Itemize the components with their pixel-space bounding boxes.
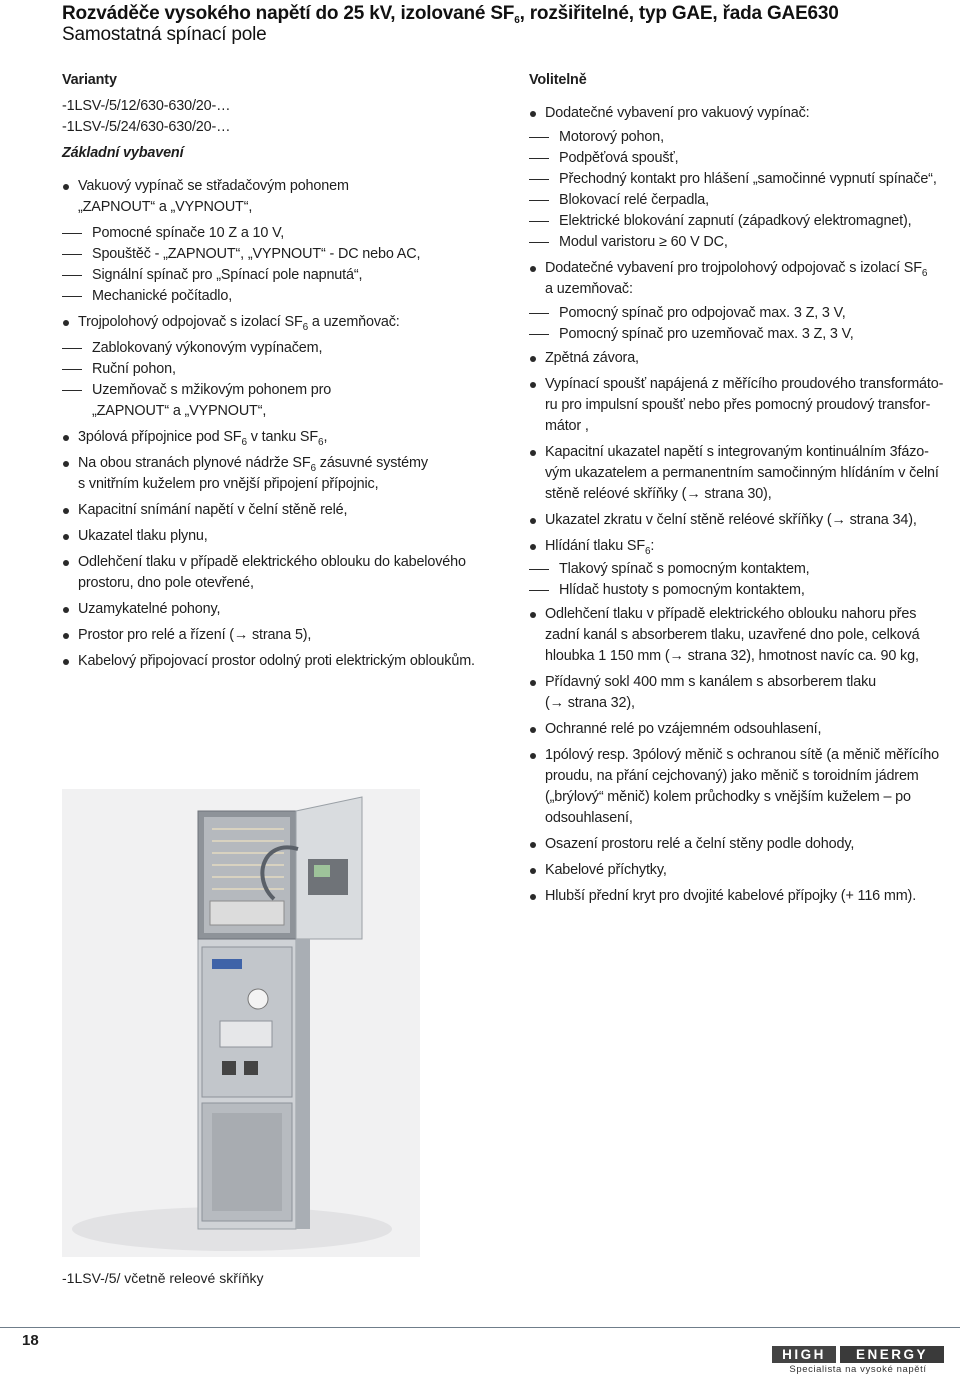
- switchgear-illustration: [62, 789, 420, 1257]
- list-item: Hlubší přední kryt pro dvojité kabelové přípojky (+ 116 mm).: [529, 886, 954, 907]
- dash-icon: [529, 158, 549, 159]
- dash-icon: [529, 221, 549, 222]
- footer-divider: [0, 1327, 960, 1328]
- dash-icon: [529, 590, 549, 591]
- switchgear-photo: [62, 789, 420, 1257]
- bullet-icon: [63, 633, 69, 639]
- bullet-icon: [530, 382, 536, 388]
- bullet-icon: [530, 450, 536, 456]
- dash-icon: [62, 233, 82, 234]
- dash-icon: [529, 200, 549, 201]
- list-item: Kapacitní snímání napětí v čelní stěně relé,: [62, 500, 492, 521]
- bullet-icon: [530, 727, 536, 733]
- dash-icon: [529, 179, 549, 180]
- volitelne-heading: Volitelně: [529, 72, 587, 88]
- zakladni-heading: Základní vybavení: [62, 145, 184, 161]
- sub-item: Tlakový spínač s pomocným kontaktem,: [529, 559, 954, 580]
- dash-icon: [62, 369, 82, 370]
- dash-icon: [62, 254, 82, 255]
- dash-icon: [62, 348, 82, 349]
- sub-item: Zablokovaný výkonovým vypínačem,: [62, 338, 492, 359]
- list-item: Odlehčení tlaku v případě elektrického oblouku nahoru přes zadní kanál s absorberem tlaku, uzavřené dno pole, celková hloubka 1 150 mm (→ strana 32), hmotnost navíc ca. 90 kg,: [529, 604, 954, 667]
- sub-item: Modul varistoru ≥ 60 V DC,: [529, 232, 954, 253]
- logo-energy: ENERGY: [840, 1346, 944, 1363]
- logo-tagline: Specialista na vysoké napětí: [789, 1364, 927, 1375]
- bullet-icon: [63, 508, 69, 514]
- bullet-icon: [63, 184, 69, 190]
- high-energy-logo: [772, 1346, 944, 1376]
- sub-item: Blokovací relé čerpadla,: [529, 190, 954, 211]
- bullet-icon: [530, 356, 536, 362]
- list-item: Hlídání tlaku $SF_6$:: [529, 536, 954, 557]
- list-item: Ukazatel zkratu v čelní stěně reléové skříňky (→ strana 34),: [529, 510, 954, 531]
- bullet-icon: [530, 894, 536, 900]
- dash-icon: [529, 242, 549, 243]
- dash-icon: [529, 334, 549, 335]
- logo-high: HIGH: [772, 1346, 836, 1363]
- bullet-icon: [530, 111, 536, 117]
- sub-item: Signální spínač pro „Spínací pole napnutá“,: [62, 265, 492, 286]
- list-item: Dodatečné vybavení pro vakuový vypínač:: [529, 103, 954, 124]
- bullet-icon: [530, 544, 536, 550]
- bullet-icon: [530, 680, 536, 686]
- list-item: 1pólový resp. 3pólový měnič s ochranou sítě (a měnič měřícího proudu, na přání cejchovaný) jako měnič s toroidním jádrem („brýlový“ měnič) kolem průchodky s vnějším kuželem – po odsouhlasení,: [529, 745, 954, 829]
- bullet-icon: [530, 266, 536, 272]
- sub-item: Podpěťová spoušť,: [529, 148, 954, 169]
- list-item: Vakuový vypínač se střadačovým pohonem „ZAPNOUT“ a „VYPNOUT“,: [62, 176, 492, 218]
- sub-item: Ruční pohon,: [62, 359, 492, 380]
- sub-item: Pomocný spínač pro uzemňovač max. 3 Z, 3 V,: [529, 324, 954, 345]
- dash-icon: [529, 137, 549, 138]
- list-item: Na obou stranách plynové nádrže $SF_6$ zásuvné systémy s vnitřním kuželem pro vnější připojení přípojnic,: [62, 453, 492, 495]
- sub-item: Pomocné spínače 10 Z a 10 V,: [62, 223, 492, 244]
- figure-caption: -1LSV-/5/ včetně releové skříňky: [62, 1270, 264, 1286]
- list-item: Kabelové příchytky,: [529, 860, 954, 881]
- list-item: Kapacitní ukazatel napětí s integrovaným kontinuálním 3fázo- vým ukazatelem a permanentním samočinným hlídáním v čelní stěně reléové skříňky (→ strana 30),: [529, 442, 954, 505]
- bullet-icon: [530, 753, 536, 759]
- dash-icon: [62, 275, 82, 276]
- bullet-icon: [63, 534, 69, 540]
- list-item: Ukazatel tlaku plynu,: [62, 526, 492, 547]
- list-item: Ochranné relé po vzájemném odsouhlasení,: [529, 719, 954, 740]
- bullet-icon: [63, 560, 69, 566]
- list-item: Kabelový připojovací prostor odolný proti elektrickým obloukům.: [62, 651, 492, 672]
- variant-item: -1LSV-/5/12/630-630/20-…: [62, 98, 231, 114]
- list-item: Zpětná závora,: [529, 348, 954, 369]
- sub-item: Spouštěč - „ZAPNOUT“, „VYPNOUT“ - DC nebo AC,: [62, 244, 492, 265]
- list-item: Přídavný sokl 400 mm s kanálem s absorberem tlaku (→ strana 32),: [529, 672, 954, 714]
- bullet-icon: [530, 612, 536, 618]
- list-item: Osazení prostoru relé a čelní stěny podle dohody,: [529, 834, 954, 855]
- left-column: [62, 70, 492, 677]
- bullet-icon: [530, 868, 536, 874]
- sub-item: Přechodný kontakt pro hlášení „samočinné vypnutí spínače“,: [529, 169, 954, 190]
- list-item: Uzamykatelné pohony,: [62, 599, 492, 620]
- variant-item: -1LSV-/5/24/630-630/20-…: [62, 119, 231, 135]
- dash-icon: [62, 296, 82, 297]
- dash-icon: [529, 313, 549, 314]
- list-item: Prostor pro relé a řízení (→ strana 5),: [62, 625, 492, 646]
- bullet-icon: [63, 659, 69, 665]
- sub-item: Motorový pohon,: [529, 127, 954, 148]
- sub-item: Uzemňovač s mžikovým pohonem pro: [62, 380, 492, 401]
- list-item: Odlehčení tlaku v případě elektrického oblouku do kabelového prostoru, dno pole otevřené,: [62, 552, 492, 594]
- bullet-icon: [63, 320, 69, 326]
- list-item: Vypínací spoušť napájená z měřícího proudového transformáto- ru pro impulsní spoušť nebo přes pomocný proudový transfor- mátor ,: [529, 374, 954, 437]
- right-column: [529, 70, 954, 912]
- page-title: Rozváděče vysokého napětí do 25 kV, izolované $SF_6$, rozšiřitelné, typ GAE, řada GAE630: [62, 3, 839, 26]
- dash-icon: [529, 569, 549, 570]
- bullet-icon: [63, 607, 69, 613]
- dash-icon: [62, 390, 82, 391]
- page-number: 18: [22, 1332, 39, 1349]
- sub-item: Elektrické blokování zapnutí (západkový elektromagnet),: [529, 211, 954, 232]
- bullet-icon: [530, 518, 536, 524]
- sub-item: Mechanické počítadlo,: [62, 286, 492, 307]
- bullet-icon: [63, 461, 69, 467]
- sub-item: Hlídač hustoty s pomocným kontaktem,: [529, 580, 954, 601]
- list-item: Dodatečné vybavení pro trojpolohový odpojovač s izolací $SF_6$ a uzemňovač:: [529, 258, 954, 300]
- sub-item: Pomocný spínač pro odpojovač max. 3 Z, 3 V,: [529, 303, 954, 324]
- bullet-icon: [63, 435, 69, 441]
- list-item: 3pólová přípojnice pod $SF_6$ v tanku $SF_6$,: [62, 427, 492, 448]
- bullet-icon: [530, 842, 536, 848]
- varianty-heading: Varianty: [62, 72, 117, 88]
- page-subtitle: Samostatná spínací pole: [62, 24, 267, 45]
- sub-item-continuation: „ZAPNOUT“ a „VYPNOUT“,: [92, 403, 267, 419]
- list-item: Trojpolohový odpojovač s izolací $SF_6$ a uzemňovač:: [62, 312, 492, 333]
